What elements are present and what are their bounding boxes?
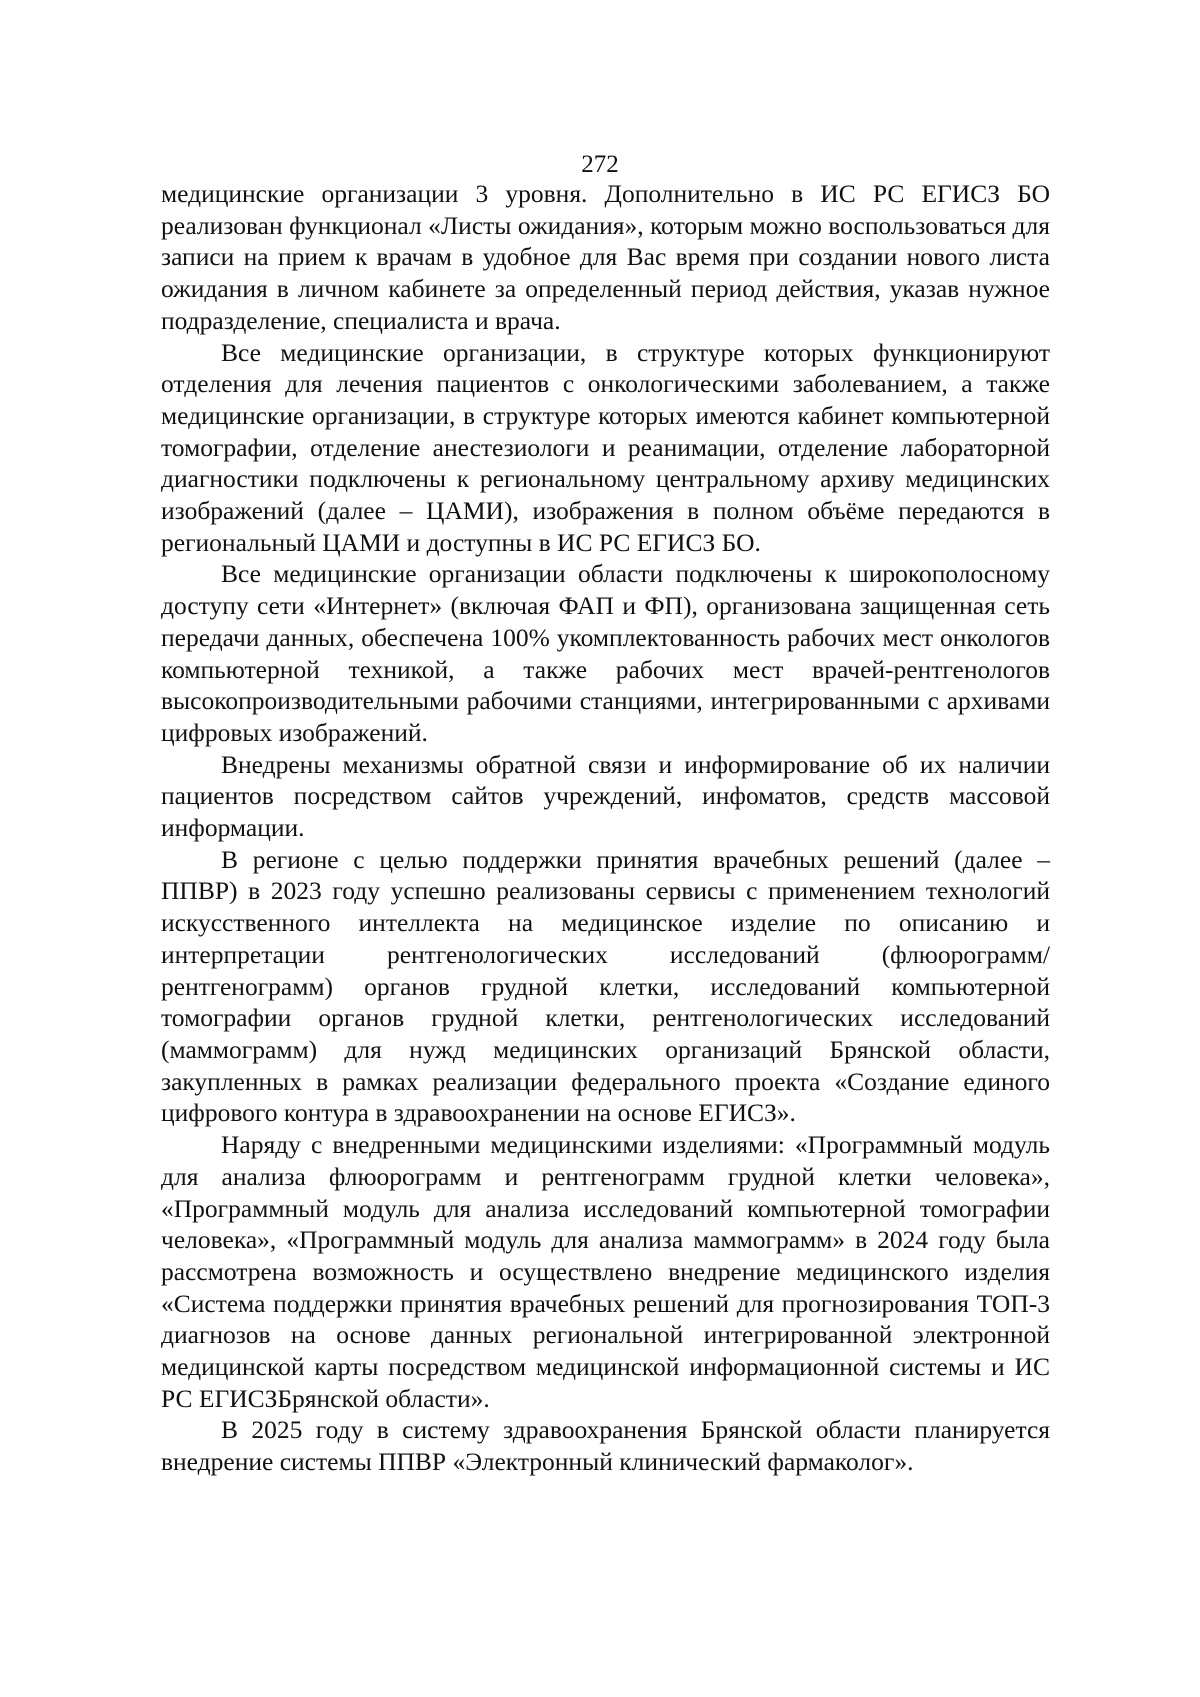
paragraph-medical-devices: Наряду с внедренными медицинскими изделиями: «Программный модуль для анализа флюорограмм и рентгенограмм грудной клетки человека», «Программный модуль для анализа исследований компьютерной томографии человека», «Программный модуль для анализа маммограмм» в 2024 году была рассмотрена возможность и осуществлено внедрение медицинского изделия «Система поддержки принятия врачебных решений для прогнозирования ТОП-3 диагнозов на основе данных региональной интегрированной электронной медицинской карты посредством медицинской информационной системы и ИС РС ЕГИСЗБрянской области». [161, 1130, 1050, 1413]
paragraph-pacs-archive: Все медицинские организации, в структуре которых функционируют отделения для лечения пациентов с онкологическими заболеванием, а также медицинские организации, в структуре которых имеются кабинет компьютерной томографии, отделение анестезиологи и реанимации, отделение лабораторной диагностики подключены к региональному центральному архиву медицинских изображений (далее – ЦАМИ), изображения в полном объёме передаются в региональный ЦАМИ и доступны в ИС РС ЕГИСЗ БО. [161, 337, 1050, 557]
paragraph-ai-services: В регионе с целью поддержки принятия врачебных решений (далее – ППВР) в 2023 году успешно реализованы сервисы с применением технологий искусственного интеллекта на медицинское изделие по описанию и интерпретации рентгенологических исследований (флюорограмм/рентгенограмм) органов грудной клетки, исследований компьютерной томографии органов грудной клетки, рентгенологических исследований (маммограмм) для нужд медицинских организаций Брянской области, закупленных в рамках реализации федерального проекта «Создание единого цифрового контура в здравоохранении на основе ЕГИСЗ». [161, 844, 1050, 1128]
paragraph-feedback: Внедрены механизмы обратной связи и информирование об их наличии пациентов посредством сайтов учреждений, инфоматов, средств массовой информации. [161, 749, 1050, 843]
paragraph-plans-2025: В 2025 году в систему здравоохранения Брянской области планируется внедрение системы ППВР «Электронный клинический фармаколог». [161, 1415, 1050, 1477]
paragraph-internet-access: Все медицинские организации области подключены к широкополосному доступу сети «Интернет» (включая ФАП и ФП), организована защищенная сеть передачи данных, обеспечена 100% укомплектованность рабочих мест онкологов компьютерной техникой, а также рабочих мест врачей-рентгенологов высокопроизводительными рабочими станциями, интегрированными с архивами цифровых изображений. [161, 559, 1050, 747]
document-body [161, 178, 1050, 1478]
page-number: 272 [581, 151, 619, 178]
paragraph-continuation: медицинские организации 3 уровня. Дополнительно в ИС РС ЕГИСЗ БО реализован функционал «Листы ожидания», которым можно воспользоваться для записи на прием к врачам в удобное для Вас время при создании нового листа ожидания в личном кабинете за определенный период действия, указав нужное подразделение, специалиста и врача. [161, 179, 1050, 335]
